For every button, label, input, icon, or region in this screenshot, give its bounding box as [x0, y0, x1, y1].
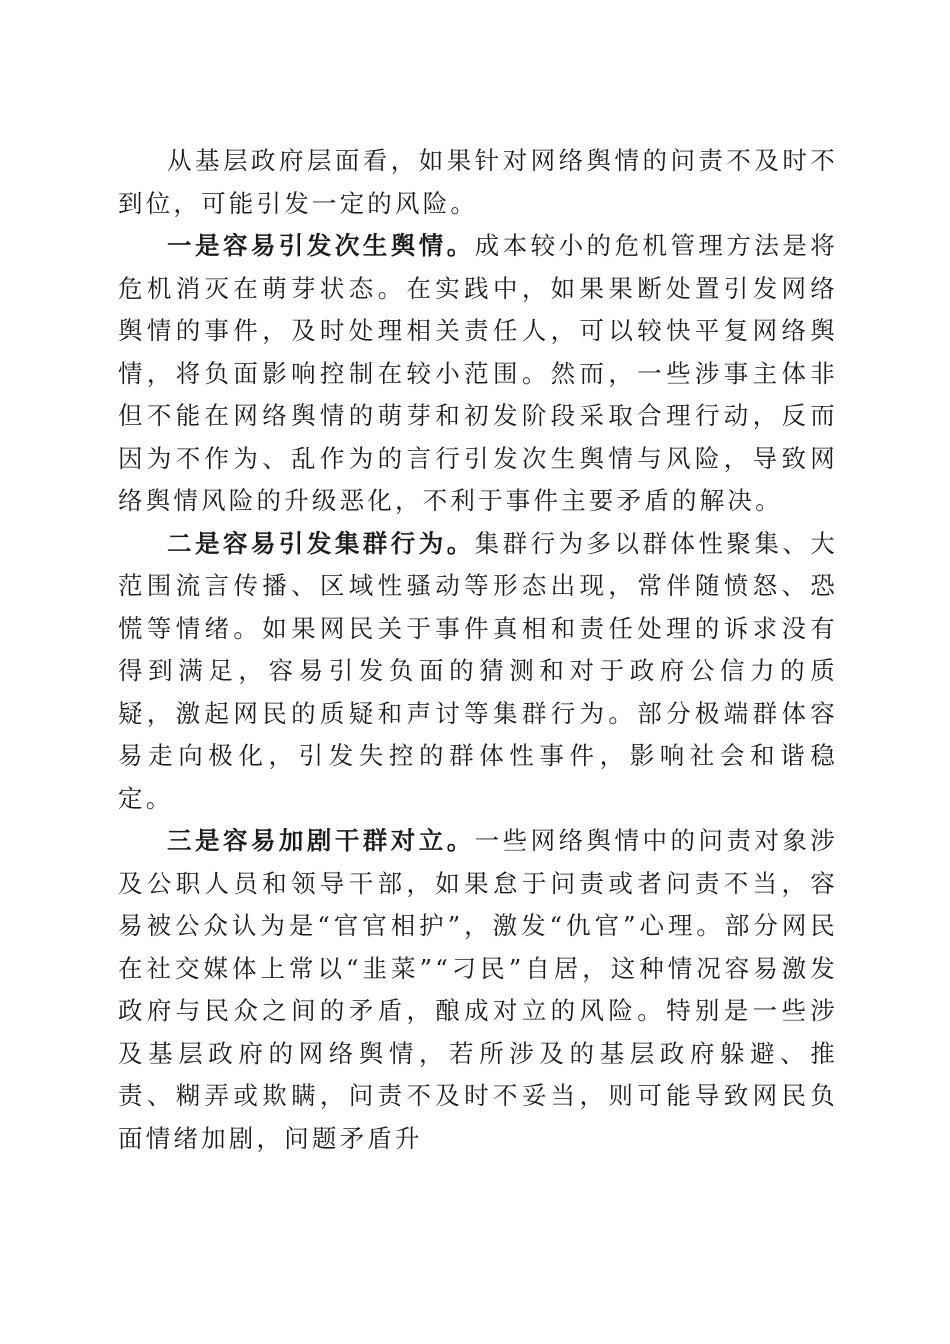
paragraph-point-three	[118, 820, 838, 1160]
paragraph-point-two-text: 集群行为多以群体性聚集、大范围流言传播、区域性骚动等形态出现，常伴随愤怒、恐慌等情绪。如果网民关于事件真相和责任处理的诉求没有得到满足，容易引发负面的猜测和对于政府公信力的质疑，激起网民的质疑和声讨等集群行为。部分极端群体容易走向极化，引发失控的群体性事件，影响社会和谐稳定。	[118, 528, 838, 813]
paragraph-intro-text: 从基层政府层面看，如果针对网络舆情的问责不及时不到位，可能引发一定的风险。	[118, 146, 838, 218]
document-body	[118, 140, 838, 1160]
paragraph-point-three-heading: 三是容易加剧干群对立。	[167, 826, 475, 855]
paragraph-point-three-text: 一些网络舆情中的问责对象涉及公职人员和领导干部，如果怠于问责或者问责不当，容易被公众认为是“官官相护”，激发“仇官”心理。部分网民在社交媒体上常以“韭菜”“刁民”自居，这种情况容易激发政府与民众之间的矛盾，酿成对立的风险。特别是一些涉及基层政府的网络舆情，若所涉及的基层政府躲避、推责、糊弄或欺瞒，问责不及时不妥当，则可能导致网民负面情绪加剧，问题矛盾升	[118, 826, 838, 1153]
paragraph-point-two-heading: 二是容易引发集群行为。	[167, 528, 475, 558]
paragraph-point-one-heading: 一是容易引发次生舆情。	[167, 231, 475, 260]
paragraph-point-one-text: 成本较小的危机管理方法是将危机消灭在萌芽状态。在实践中，如果果断处置引发网络舆情的事件，及时处理相关责任人，可以较快平复网络舆情，将负面影响控制在较小范围。然而，一些涉事主体非但不能在网络舆情的萌芽和初发阶段采取合理行动，反而因为不作为、乱作为的言行引发次生舆情与风险，导致网络舆情风险的升级恶化，不利于事件主要矛盾的解决。	[118, 231, 838, 515]
paragraph-intro	[118, 140, 838, 225]
paragraph-point-two	[118, 523, 838, 821]
paragraph-point-one	[118, 225, 838, 523]
